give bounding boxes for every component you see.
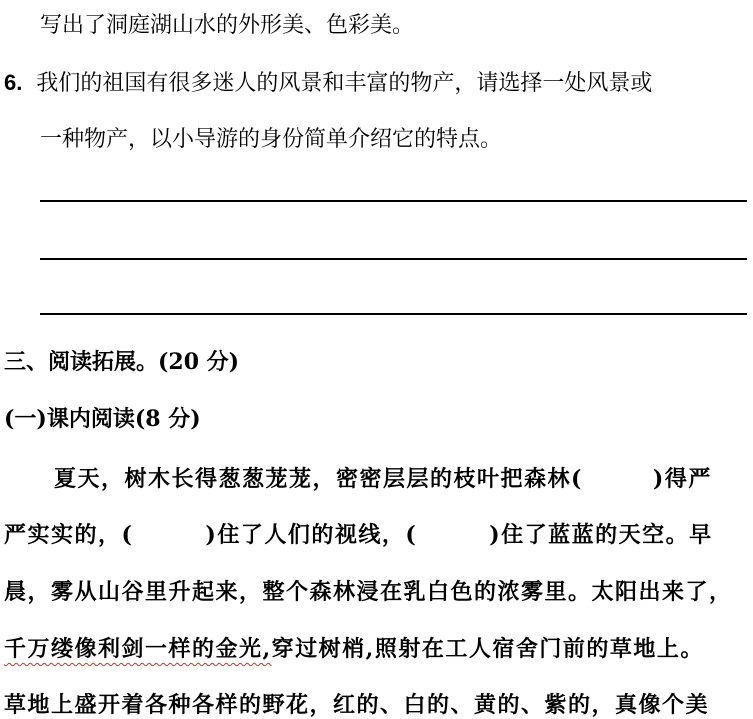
passage-text: 严实实的，( [4, 522, 134, 548]
section-3-title [4, 345, 239, 376]
passage-text: )得严 [652, 466, 712, 492]
passage-text: 夏天，树木长得葱葱茏茏，密密层层的枝叶把森林( [54, 466, 583, 492]
section-3-title-text: 三、阅读拓展。(20 分) [4, 349, 240, 375]
question-number: 6. [4, 70, 23, 95]
answer-line-3[interactable] [40, 313, 747, 315]
answer-line-2[interactable] [40, 258, 747, 260]
q5-answer-tail [40, 8, 414, 39]
section-3-subtitle [4, 402, 201, 433]
question-6-line1: 我们的祖国有很多迷人的风景和丰富的物产，请选择一处风景或 [36, 71, 653, 96]
passage-text: 穿过树梢,照射在工人宿舍门前的草地上。 [271, 636, 704, 662]
passage-line-1 [54, 462, 712, 493]
passage-text: 草地上盛开着各种各样的野花，红的、白的、黄的、紫的，真像个美 [4, 692, 710, 718]
question-6-line2 [40, 122, 502, 153]
q5-tail-text: 写出了洞庭湖山水的外形美、色彩美。 [40, 13, 415, 38]
underlined-sentence: 千万缕像利剑一样的金光, [4, 636, 272, 662]
passage-line-3 [4, 575, 733, 606]
question-6 [4, 66, 652, 97]
passage-line-4 [4, 632, 704, 663]
question-6-line2-text: 一种物产，以小导游的身份简单介绍它的特点。 [40, 127, 503, 152]
passage-line-5 [4, 688, 709, 719]
passage-text: )住了蓝蓝的天空。早 [489, 522, 713, 548]
answer-line-1[interactable] [40, 200, 747, 202]
passage-text: 晨，雾从山谷里升起来，整个森林浸在乳白色的浓雾里。太阳出来了， [4, 579, 733, 605]
passage-text: )住了人们的视线，( [205, 522, 418, 548]
section-3-subtitle-text: (一)课内阅读(8 分) [4, 406, 201, 432]
passage-line-2 [4, 518, 713, 549]
